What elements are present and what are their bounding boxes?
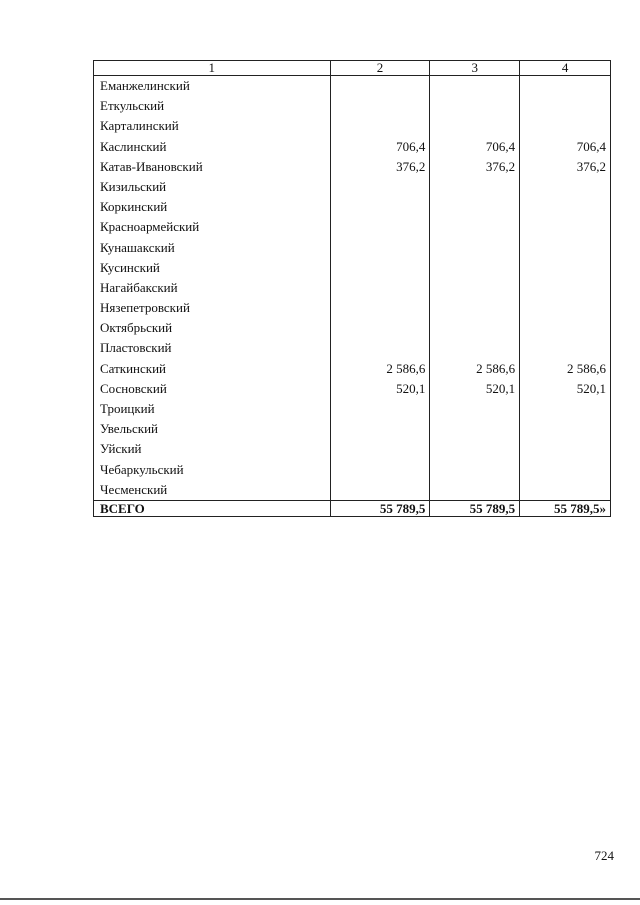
value-col4: 706,4 (520, 137, 611, 157)
table-row (94, 258, 611, 278)
value-col4: 520,1 (520, 379, 611, 399)
table-row (94, 480, 611, 501)
value-col2 (330, 439, 430, 459)
value-col3 (430, 480, 520, 501)
value-col4 (520, 197, 611, 217)
district-name: Саткинский (94, 359, 331, 379)
value-col3 (430, 217, 520, 237)
district-name: Увельский (94, 419, 331, 439)
value-col2 (330, 399, 430, 419)
value-col2 (330, 318, 430, 338)
value-col4 (520, 439, 611, 459)
value-col3: 376,2 (430, 157, 520, 177)
value-col4 (520, 460, 611, 480)
district-name: Нязепетровский (94, 298, 331, 318)
value-col2 (330, 217, 430, 237)
value-col4: 2 586,6 (520, 359, 611, 379)
page-number: 724 (594, 848, 614, 863)
district-name: Кунашакский (94, 238, 331, 258)
value-col2: 520,1 (330, 379, 430, 399)
table-row (94, 460, 611, 480)
value-col4 (520, 217, 611, 237)
column-header-1: 1 (94, 61, 331, 76)
table-row (94, 278, 611, 298)
table-footer (94, 500, 611, 516)
value-col4 (520, 298, 611, 318)
value-col2: 376,2 (330, 157, 430, 177)
value-col3 (430, 197, 520, 217)
district-name: Троицкий (94, 399, 331, 419)
table-row (94, 359, 611, 379)
table-row (94, 217, 611, 237)
value-col2: 706,4 (330, 137, 430, 157)
value-col4 (520, 419, 611, 439)
value-col2 (330, 298, 430, 318)
column-header-4: 4 (520, 61, 611, 76)
value-col3 (430, 460, 520, 480)
column-header-2: 2 (330, 61, 430, 76)
table-row (94, 439, 611, 459)
district-name: Еткульский (94, 96, 331, 116)
table-body (94, 76, 611, 501)
value-col3: 706,4 (430, 137, 520, 157)
table-row (94, 419, 611, 439)
table-row (94, 96, 611, 116)
total-label: ВСЕГО (94, 500, 331, 516)
value-col4 (520, 76, 611, 97)
district-name: Чебаркульский (94, 460, 331, 480)
value-col3 (430, 278, 520, 298)
value-col2 (330, 258, 430, 278)
value-col4 (520, 318, 611, 338)
value-col4 (520, 278, 611, 298)
column-header-3: 3 (430, 61, 520, 76)
value-col4 (520, 238, 611, 258)
total-value-col3: 55 789,5 (430, 500, 520, 516)
value-col2 (330, 460, 430, 480)
table-row (94, 157, 611, 177)
value-col3 (430, 298, 520, 318)
district-name: Нагайбакский (94, 278, 331, 298)
value-col2 (330, 96, 430, 116)
district-name: Чесменский (94, 480, 331, 501)
table-row (94, 76, 611, 97)
value-col2 (330, 238, 430, 258)
table-row (94, 379, 611, 399)
value-col3 (430, 116, 520, 136)
value-col2 (330, 116, 430, 136)
value-col2 (330, 480, 430, 501)
table-row (94, 338, 611, 358)
total-value-col4: 55 789,5» (520, 500, 611, 516)
table-row (94, 177, 611, 197)
district-name: Коркинский (94, 197, 331, 217)
table-row (94, 238, 611, 258)
value-col4 (520, 480, 611, 501)
value-col4 (520, 338, 611, 358)
value-col3 (430, 439, 520, 459)
budget-table (93, 60, 611, 517)
table-row (94, 197, 611, 217)
table-row (94, 137, 611, 157)
value-col3 (430, 177, 520, 197)
value-col3 (430, 419, 520, 439)
total-value-col2: 55 789,5 (330, 500, 430, 516)
total-row (94, 500, 611, 516)
value-col3 (430, 76, 520, 97)
district-name: Кизильский (94, 177, 331, 197)
value-col2 (330, 197, 430, 217)
value-col2 (330, 278, 430, 298)
value-col3 (430, 96, 520, 116)
table-row (94, 318, 611, 338)
footer-rule (0, 898, 640, 900)
district-name: Уйский (94, 439, 331, 459)
district-name: Кусинский (94, 258, 331, 278)
district-name: Еманжелинский (94, 76, 331, 97)
value-col4 (520, 258, 611, 278)
district-name: Октябрьский (94, 318, 331, 338)
value-col4 (520, 177, 611, 197)
value-col4: 376,2 (520, 157, 611, 177)
value-col3 (430, 238, 520, 258)
table-row (94, 399, 611, 419)
table-row (94, 116, 611, 136)
value-col3 (430, 258, 520, 278)
district-name: Каслинский (94, 137, 331, 157)
district-name: Карталинский (94, 116, 331, 136)
table-header (94, 61, 611, 76)
value-col2 (330, 76, 430, 97)
value-col3 (430, 399, 520, 419)
value-col4 (520, 116, 611, 136)
value-col3 (430, 338, 520, 358)
district-name: Красноармейский (94, 217, 331, 237)
value-col4 (520, 96, 611, 116)
table-row (94, 298, 611, 318)
value-col2 (330, 177, 430, 197)
header-row (94, 61, 611, 76)
district-name: Пластовский (94, 338, 331, 358)
value-col2: 2 586,6 (330, 359, 430, 379)
value-col3: 520,1 (430, 379, 520, 399)
value-col2 (330, 338, 430, 358)
district-name: Сосновский (94, 379, 331, 399)
district-name: Катав-Ивановский (94, 157, 331, 177)
value-col3 (430, 318, 520, 338)
value-col2 (330, 419, 430, 439)
value-col4 (520, 399, 611, 419)
value-col3: 2 586,6 (430, 359, 520, 379)
